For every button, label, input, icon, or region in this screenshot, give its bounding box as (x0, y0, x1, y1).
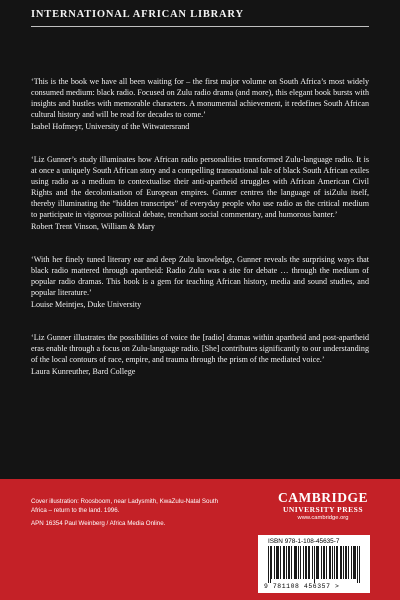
barcode-bar (274, 546, 275, 579)
endorsement-quote: ‘Liz Gunner illustrates the possibilities of voice the [radio] dramas within apartheid and post-apartheid eras enable through a focus on Zulu-language radio. [She] contributes significantly to our understanding of the local contours of race, empire, and trauma through the prism of the mediated voice.’ (31, 333, 369, 364)
barcode-bar (330, 546, 331, 579)
cover-illustration-credit: Cover illustration: Roosboom, near Ladysmith, KwaZulu-Natal South Africa – return to the land. 1996. (31, 498, 219, 514)
barcode-bar (321, 546, 322, 579)
barcode-bar (271, 546, 272, 579)
barcode-bar (345, 546, 346, 579)
endorsement-vinson (31, 154, 369, 232)
endorsement-quote: ‘This is the book we have all been waiting for – the first major volume on South Africa’s most widely consumed medium: black radio. Focused on Zulu radio drama (and more), this elegant book bursts with insights and bustles with memorable characters. A monumental achievement, it redefines South African cultural history and will be read for decades to come.’ (31, 77, 369, 119)
barcode-bar (329, 546, 330, 579)
barcode-bar (351, 546, 352, 579)
photo-credit: APN 16354 Paul Weinberg / Africa Media Online. (31, 520, 166, 527)
barcode-bar (346, 546, 347, 579)
publisher-url: www.cambridge.org (297, 515, 349, 521)
endorsement-attribution: Louise Meintjes, Duke University (31, 300, 142, 309)
barcode-bar (354, 546, 355, 579)
isbn-label: ISBN 978-1-108-45635-7 (268, 538, 340, 545)
series-title: INTERNATIONAL AFRICAN LIBRARY (31, 9, 244, 20)
endorsement-meintjes (31, 254, 369, 310)
barcode-bar (300, 546, 301, 579)
barcode-bar (312, 546, 313, 579)
barcode-bar (348, 546, 349, 579)
footer-band (0, 479, 400, 600)
barcode-bar (317, 546, 318, 579)
publisher-logo (268, 491, 378, 522)
barcode-bar (355, 546, 356, 579)
barcode-bar (341, 546, 342, 579)
cover-credits (31, 497, 231, 532)
barcode-bar (277, 546, 278, 579)
endorsement-quote: ‘Liz Gunner’s study illuminates how African radio personalities transformed Zulu-language radio. It is at once a uniquely South African story and a compelling transnational tale of black South African exiles using radio as a medium to contextualise their anti-apartheid struggles with African American Civil Rights and the decolonisation of European empires. Gunner centres the language of isiZulu itself, thereby illuminating the “hidden transcripts” of everyday people who use radio as the critical medium to participate in vigorous political debate, trenchant social commentary, and humorous banter.’ (31, 155, 369, 219)
series-divider (31, 26, 369, 27)
endorsements (31, 76, 369, 399)
endorsement-hofmeyr (31, 76, 369, 132)
barcode-bar (270, 546, 271, 583)
barcode-digits: 9 781108 456357 > (264, 583, 340, 590)
endorsement-attribution: Robert Trent Vinson, William & Mary (31, 222, 155, 231)
isbn-barcode-box (258, 535, 370, 593)
barcode-bar (303, 546, 304, 579)
barcode-bar (357, 546, 358, 583)
endorsement-attribution: Isabel Hofmeyr, University of the Witwatersrand (31, 122, 190, 131)
barcode-bar (323, 546, 324, 579)
barcode-bar (332, 546, 333, 579)
barcode-bar (291, 546, 292, 579)
barcode-bar (340, 546, 341, 579)
barcode-bar (283, 546, 284, 579)
publisher-name: CAMBRIDGE (277, 490, 368, 505)
barcode-bar (294, 546, 295, 579)
barcode-bar (318, 546, 319, 579)
barcode-bar (305, 546, 306, 579)
barcode-bar (268, 546, 269, 583)
barcode-bar (343, 546, 344, 579)
endorsement-quote: ‘With her finely tuned literary ear and deep Zulu knowledge, Gunner reveals the surprising ways that black radio mattered through apartheid: Radio Zulu was a site for debate … through the medium of popular radio dramas. This book is a gem for teaching African history, media and sound studies, and popular literature.’ (31, 255, 369, 297)
publisher-subtitle: UNIVERSITY PRESS (282, 505, 364, 514)
barcode-bar (309, 546, 310, 579)
barcode-bar (289, 546, 290, 579)
barcode-bar (326, 546, 327, 579)
barcode-bar (288, 546, 289, 579)
endorsement-kunreuther (31, 332, 369, 377)
barcode-bar (308, 546, 309, 579)
barcode-bar (336, 546, 337, 579)
barcode-bar (316, 546, 317, 579)
barcode-bar (337, 546, 338, 579)
barcode-bar (286, 546, 287, 579)
barcode-bar (306, 546, 307, 579)
barcode-bar (334, 546, 335, 579)
barcode-bar (295, 546, 296, 579)
barcode-bar (280, 546, 281, 579)
series-header (0, 0, 400, 30)
barcode-bar (353, 546, 354, 579)
barcode-bar (278, 546, 279, 579)
barcode-bar (276, 546, 277, 579)
barcode-bar (359, 546, 360, 583)
barcode-bar (324, 546, 325, 579)
barcode-bar (284, 546, 285, 579)
barcode-icon (268, 546, 360, 583)
barcode-bar (314, 546, 315, 583)
endorsement-attribution: Laura Kunreuther, Bard College (31, 367, 136, 376)
barcode-bar (296, 546, 297, 579)
barcode-bar (298, 546, 299, 579)
